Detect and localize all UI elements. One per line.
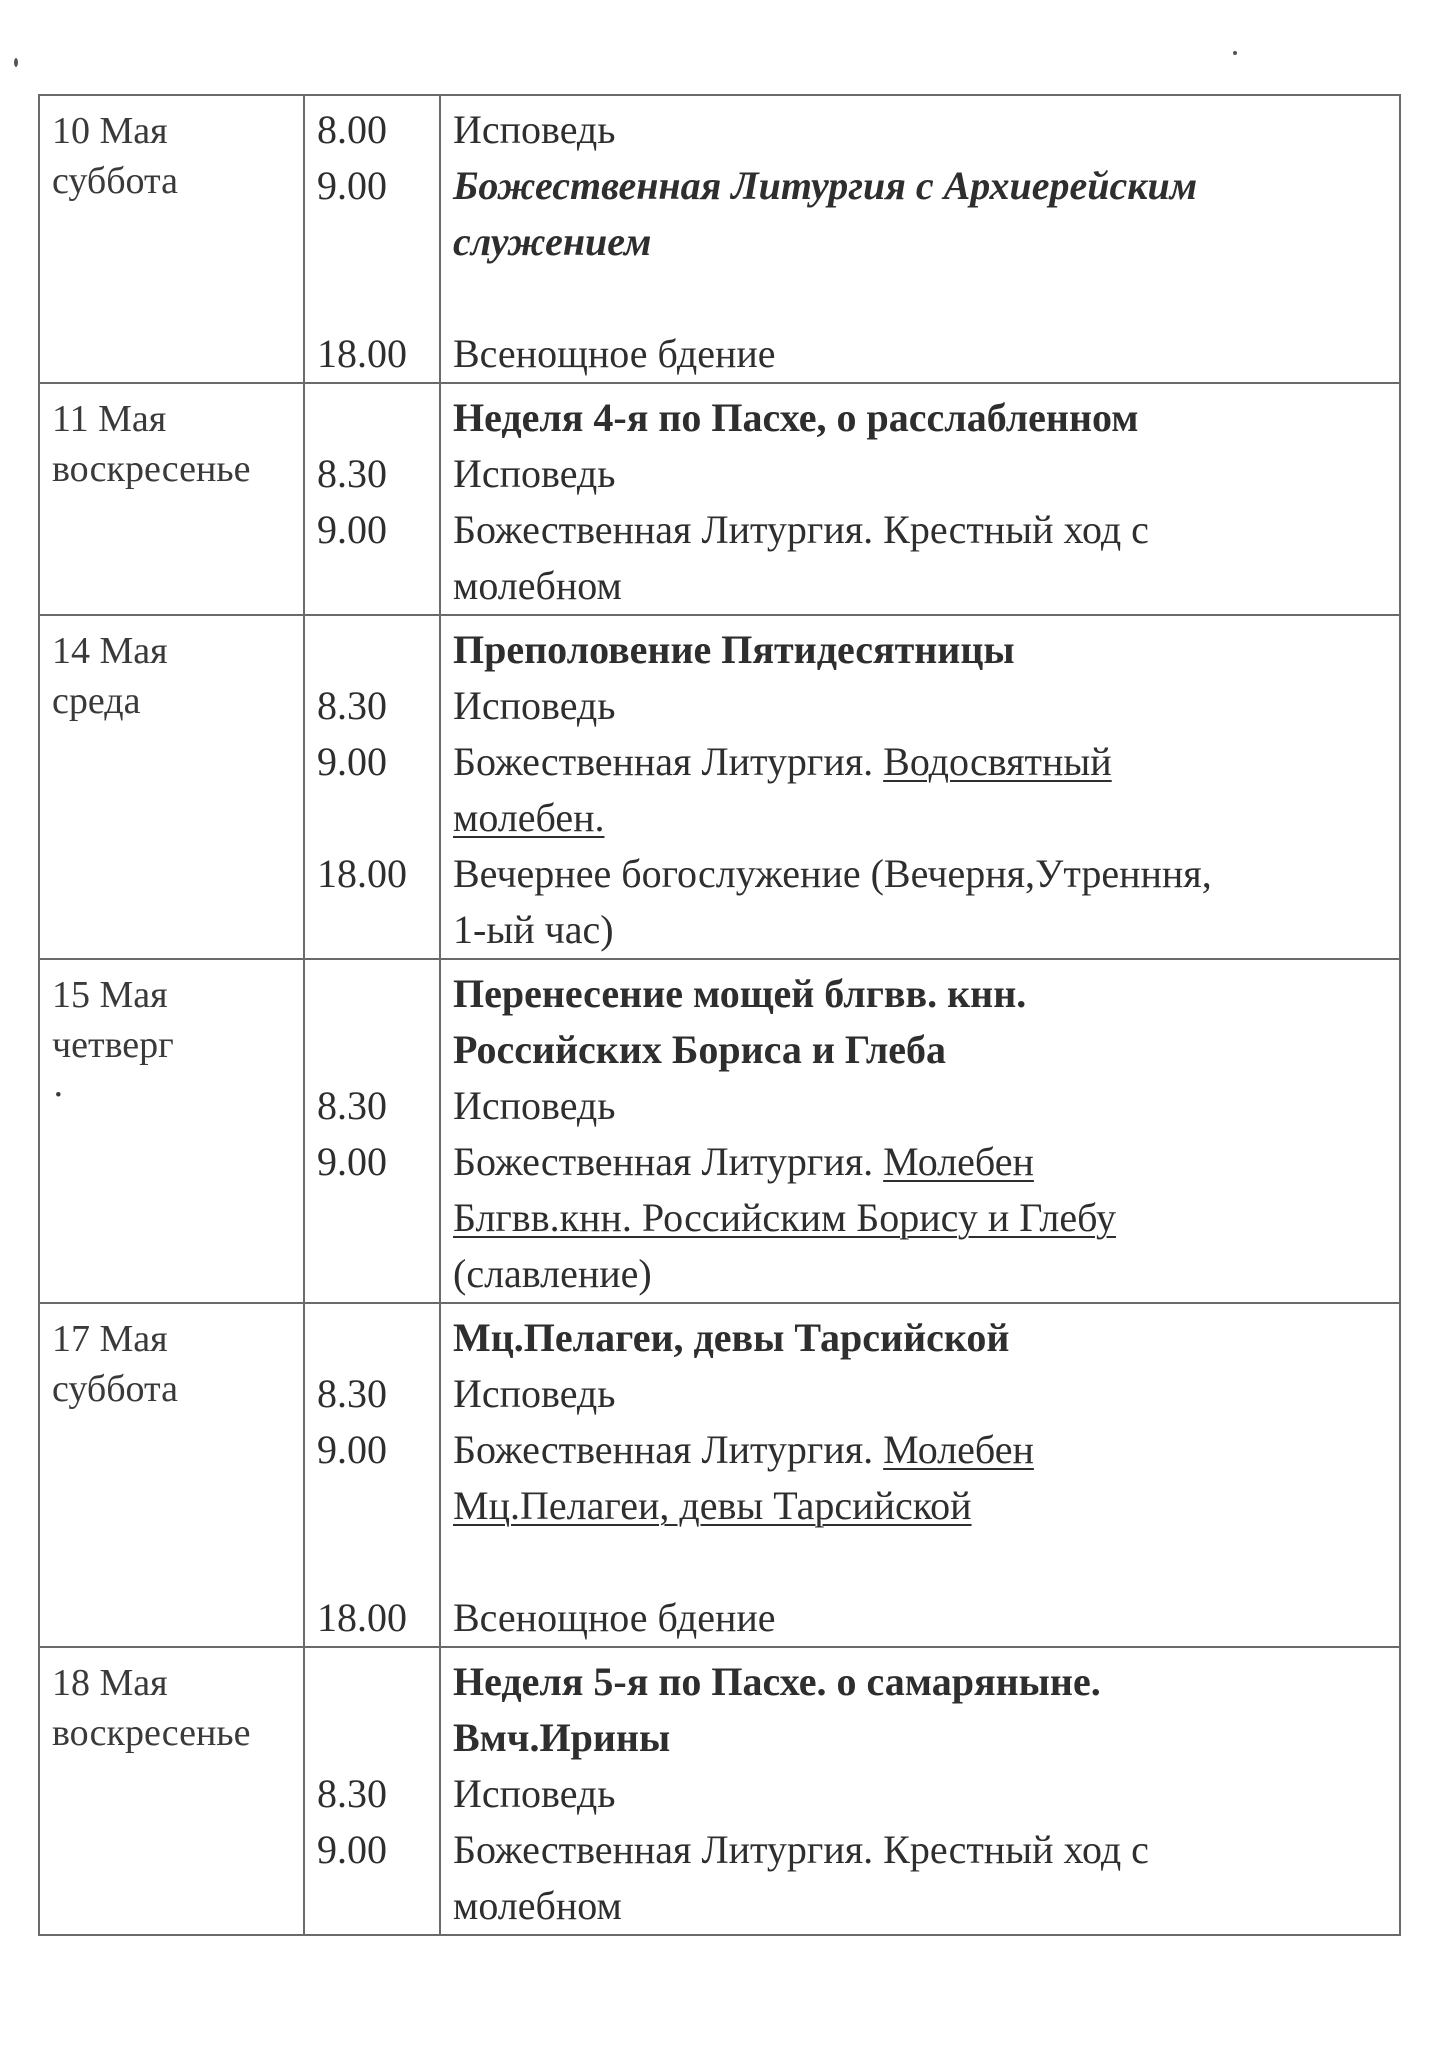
service-cell [440, 95, 1400, 383]
service-time: 9.00 [317, 163, 387, 208]
feast-title: Неделя 5-я по Пасхе. о самаряныне. [453, 1659, 1101, 1704]
table-row [39, 959, 1400, 1303]
weekday-label: четверг [52, 1024, 174, 1066]
underlined-text: Блгвв.кнн. Российским Борису и Глебу [453, 1195, 1116, 1240]
service-name: молебном [453, 563, 622, 608]
service-time: 9.00 [317, 507, 387, 552]
date-label: 15 Мая [52, 974, 168, 1016]
scan-speck [1233, 51, 1237, 55]
feast-title: Преполовение Пятидесятницы [453, 627, 1015, 672]
service-name: Всенощное бдение [453, 1595, 776, 1640]
service-name-emphasized: Божественная Литургия с Архиерейским [453, 163, 1198, 208]
date-cell [39, 1303, 304, 1647]
date-cell [39, 959, 304, 1303]
service-name [453, 1422, 1391, 1478]
feast-title: Перенесение мощей блгвв. кнн. [453, 971, 1027, 1016]
feast-title: Неделя 4-я по Пасхе, о расслабленном [453, 395, 1139, 440]
date-label: 10 Мая [52, 110, 168, 152]
service-name-part: Божественная Литургия. [453, 739, 884, 784]
service-name: Всенощное бдение [453, 331, 776, 376]
weekday-label: суббота [52, 1368, 178, 1410]
table-row [39, 95, 1400, 383]
service-time: 18.00 [317, 851, 407, 896]
feast-title: Российских Бориса и Глеба [453, 1027, 947, 1072]
service-name-part: Божественная Литургия. [453, 1427, 884, 1472]
weekday-label: воскресенье [52, 1712, 251, 1754]
service-time: 9.00 [317, 1427, 387, 1472]
time-cell [304, 959, 440, 1303]
weekday-label: среда [52, 680, 141, 722]
stray-mark: · [52, 1074, 65, 1116]
service-name [453, 1478, 1391, 1534]
service-schedule-table [38, 94, 1401, 1936]
service-name: Божественная Литургия. Крестный ход с [453, 1827, 1149, 1872]
time-cell [304, 1303, 440, 1647]
time-cell [304, 95, 440, 383]
service-name-emphasized: служением [453, 219, 652, 264]
date-cell [39, 615, 304, 959]
underlined-text: Водосвятный [883, 739, 1112, 784]
feast-title: Вмч.Ирины [453, 1715, 671, 1760]
service-time: 8.30 [317, 1771, 387, 1816]
service-time: 18.00 [317, 331, 407, 376]
date-label: 17 Мая [52, 1318, 168, 1360]
underlined-text: Мц.Пелагеи, девы Тарсийской [453, 1483, 972, 1528]
date-cell [39, 95, 304, 383]
date-cell [39, 383, 304, 615]
time-cell [304, 1647, 440, 1935]
date-label: 11 Мая [52, 398, 167, 440]
weekday-label: суббота [52, 160, 178, 202]
service-cell [440, 615, 1400, 959]
service-time: 8.00 [317, 107, 387, 152]
service-cell [440, 959, 1400, 1303]
service-name [453, 1190, 1391, 1246]
service-time: 8.30 [317, 451, 387, 496]
service-name: Вечернее богослужение (Вечерня,Утренння, [453, 851, 1212, 896]
table-row [39, 615, 1400, 959]
table-row [39, 1303, 1400, 1647]
service-name: Исповедь [453, 451, 616, 496]
service-time: 8.30 [317, 683, 387, 728]
service-cell [440, 1303, 1400, 1647]
table-row [39, 1647, 1400, 1935]
service-name: (славление) [453, 1251, 652, 1296]
service-name: 1-ый час) [453, 907, 614, 952]
feast-title: Мц.Пелагеи, девы Тарсийской [453, 1315, 1010, 1360]
service-name: молебном [453, 1883, 622, 1928]
service-time: 8.30 [317, 1371, 387, 1416]
scan-speck [14, 58, 18, 67]
service-name: Исповедь [453, 1371, 616, 1416]
service-cell [440, 383, 1400, 615]
underlined-text: Молебен [883, 1139, 1034, 1184]
time-cell [304, 383, 440, 615]
service-name [453, 790, 1391, 846]
service-time: 9.00 [317, 1827, 387, 1872]
date-label: 14 Мая [52, 630, 168, 672]
service-time: 8.30 [317, 1083, 387, 1128]
service-name: Исповедь [453, 1771, 616, 1816]
underlined-text: молебен. [453, 795, 605, 840]
service-name [453, 1134, 1391, 1190]
weekday-label: воскресенье [52, 448, 251, 490]
service-name: Исповедь [453, 683, 616, 728]
service-name: Божественная Литургия. Крестный ход с [453, 507, 1149, 552]
service-name: Исповедь [453, 1083, 616, 1128]
date-cell [39, 1647, 304, 1935]
service-name-part: Божественная Литургия. [453, 1139, 884, 1184]
service-time: 18.00 [317, 1595, 407, 1640]
date-label: 18 Мая [52, 1662, 168, 1704]
service-time: 9.00 [317, 1139, 387, 1184]
time-cell [304, 615, 440, 959]
service-name: Исповедь [453, 107, 616, 152]
service-name [453, 734, 1391, 790]
table-row [39, 383, 1400, 615]
underlined-text: Молебен [883, 1427, 1034, 1472]
service-time: 9.00 [317, 739, 387, 784]
service-cell [440, 1647, 1400, 1935]
